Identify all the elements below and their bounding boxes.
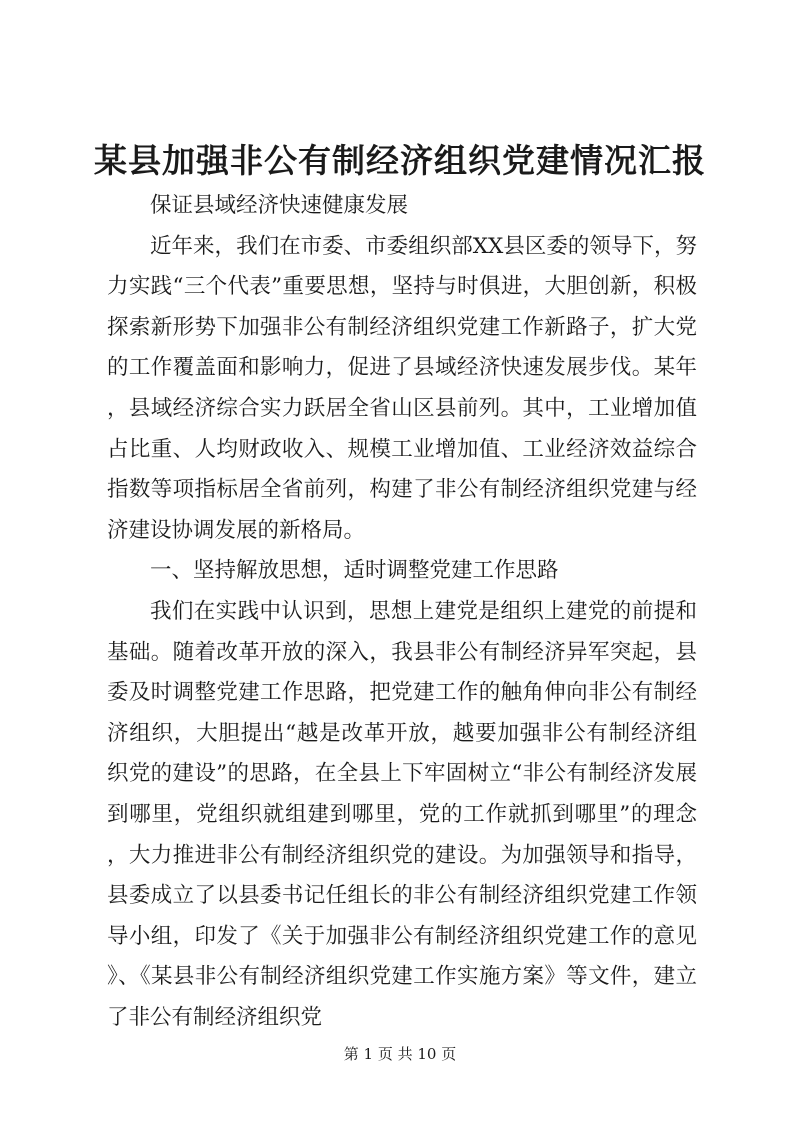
section-paragraph: 我们在实践中认识到，思想上建党是组织上建党的前提和基础。随着改革开放的深入，我县非公有制经济异军突起，县委及时调整党建工作思路，把党建工作的触角伸向非公有制经济组织，大胆提出“越是改革开放，越要加强非公有制经济组织党的建设”的思路，在全县上下牢固树立“非公有制经济发展到哪里，党组织就组建到哪里，党的工作就抓到哪里”的理念，大力推进非公有制经济组织党的建设。为加强领导和指导，县委成立了以县委书记任组长的非公有制经济组织党建工作领导小组，印发了《关于加强非公有制经济组织党建工作的意见》、《某县非公有制经济组织党建工作实施方案》等文件，建立了非公有制经济组织党 [107, 598, 697, 1030]
document-body [107, 186, 697, 1038]
intro-paragraph: 近年来，我们在市委、市委组织部XX县区委的领导下，努力实践“三个代表”重要思想，坚持与时俱进，大胆创新，积极探索新形势下加强非公有制经济组织党建工作新路子，扩大党的工作覆盖面和影响力，促进了县域经济快速发展步伐。某年，县域经济综合实力跃居全省山区县前列。其中，工业增加值占比重、人均财政收入、规模工业增加值、工业经济效益综合指数等项指标居全省前列，构建了非公有制经济组织党建与经济建设协调发展的新格局。 [107, 233, 697, 543]
section-heading: 一、坚持解放思想，适时调整党建工作思路 [150, 558, 559, 584]
document-title: 某县加强非公有制经济组织党建情况汇报 [94, 141, 706, 180]
subtitle-paragraph: 保证县域经济快速健康发展 [150, 193, 409, 218]
page-footer: 第 1 页 共 10 页 [343, 1045, 457, 1063]
